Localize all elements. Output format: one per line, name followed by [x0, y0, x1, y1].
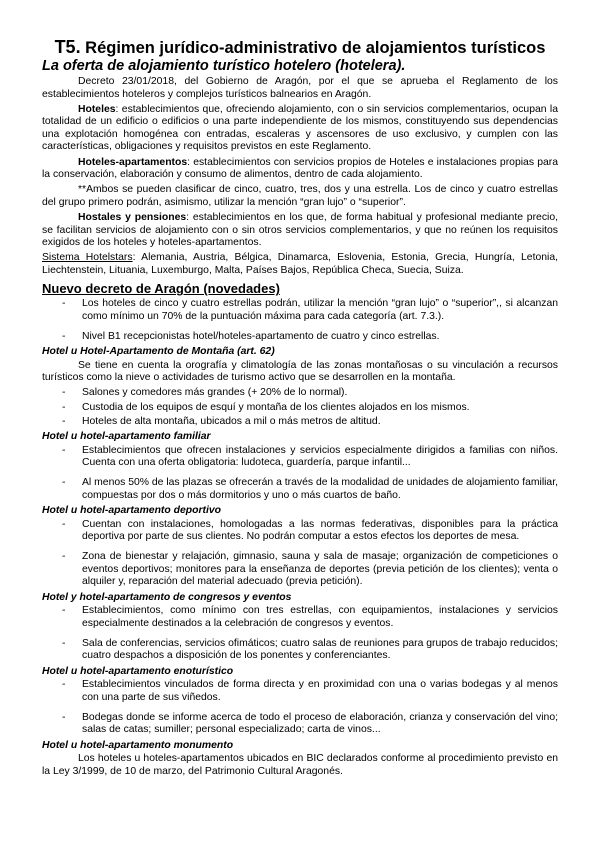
- list-item: - Custodia de los equipos de esquí y montaña de los clientes alojados en los mismos.: [62, 401, 470, 413]
- familiar-list: [42, 445, 558, 502]
- dash-bullet: -: [62, 415, 66, 427]
- dash-bullet: -: [62, 679, 66, 691]
- dash-bullet: -: [62, 605, 66, 617]
- title-code: T5.: [54, 37, 81, 57]
- montana-heading: Hotel u Hotel-Apartamento de Montaña (art. 62): [42, 346, 275, 358]
- enoturistico-list: [42, 679, 558, 736]
- list-item: - Establecimientos vinculados de forma directa y en proximidad con una o varias bodegas y al menos con una parte de sus viñedos.: [62, 679, 558, 703]
- hostales-definition: : establecimientos en los que, de forma habitual y profesional mediante precio, se facilitan servicios de alojamiento con o sin otros servicios complementarios, y que no reúnen los requisitos exigidos de los hoteles y hoteles-apartamentos.: [42, 211, 558, 249]
- dash-bullet: -: [62, 330, 66, 342]
- list-item: - Al menos 50% de las plazas se ofrecerán a través de la modalidad de unidades de alojamiento familiar, compuestas por dos o más dormitorios y uno o más cuartos de baño.: [62, 477, 558, 501]
- congresos-list: [42, 605, 558, 662]
- hoteles-paragraph: [42, 104, 558, 154]
- enoturistico-heading: Hotel u hotel-apartamento enoturístico: [42, 665, 234, 677]
- hoteles-apartamentos-term: Hoteles-apartamentos: [78, 156, 188, 168]
- list-item: - Establecimientos que ofrecen instalaciones y servicios especialmente dirigidos a familias con niños. Cuenta con una oferta obligatoria: ludoteca, guardería, parque infantil...: [62, 444, 558, 469]
- montana-paragraph: Se tiene en cuenta la orografía y climatología de las zonas montañosas o su vinculación a recursos turísticos como la nieve o actividades de turismo activo que se desarrollen en la montaña.: [42, 359, 558, 384]
- hotelstars-countries: : Alemania, Austria, Bélgica, Dinamarca, Eslovenia, Estonia, Grecia, Hungría, Letonia, Liechtenstein, Lituania, Luxemburgo, Malta, Países Bajos, República Checa, Suecia, Suiza.: [42, 252, 558, 276]
- dash-bullet: -: [62, 518, 66, 530]
- monumento-heading: Hotel u hotel-apartamento monumento: [42, 739, 234, 751]
- familiar-heading: Hotel u hotel-apartamento familiar: [42, 431, 211, 443]
- hotelstars-term: Sistema Hotelstars: [42, 252, 133, 264]
- page-subtitle: La oferta de alojamiento turístico hotelero (hotelera).: [42, 58, 406, 74]
- dash-bullet: -: [62, 711, 66, 723]
- hostales-paragraph: [42, 212, 558, 250]
- hoteles-apartamentos-definition: : establecimientos con servicios propios de Hoteles e instalaciones propias para la conservación, elaboración y consumo de alimentos, dentro de cada alojamiento.: [42, 156, 558, 181]
- list-item: - Hoteles de alta montaña, ubicados a mil o más metros de altitud.: [62, 415, 381, 427]
- page-title: [42, 38, 558, 58]
- dash-bullet: -: [62, 401, 66, 413]
- hoteles-apartamentos-paragraph: [42, 157, 558, 182]
- list-item: - Zona de bienestar y relajación, gimnasio, sauna y sala de masaje; organización de competiciones o eventos deportivos; monitores para la enseñanza de deportes (previa petición de los clientes); venta o alquiler y, reparación del material adecuado (previa petición).: [62, 551, 558, 588]
- list-item: - Bodegas donde se informe acerca de todo el proceso de elaboración, crianza y conservación del vino; salas de catas; sumiller; personal especializado; carta de vinos...: [62, 711, 558, 736]
- ambos-paragraph: **Ambos se pueden clasificar de cinco, cuatro, tres, dos y una estrella. Los de cinco y cuatro estrellas del grupo primero podrán, asimismo, utilizar la mención “gran lujo” o “superior”.: [42, 184, 558, 208]
- deportivo-list: [42, 519, 558, 589]
- hotelstars-paragraph: [42, 252, 558, 277]
- hoteles-definition: : establecimientos que, ofreciendo alojamiento, con o sin servicios complementarios, ocupan la totalidad de un edificio o edificios o una parte independiente de los mismos, constituyendo sus dependencias una explotación homogénea con entradas, escaleras y ascensores de uso exclusivo, y cumplen con las características, obligaciones y requisitos previstos en este Reglamento.: [42, 103, 558, 153]
- dash-bullet: -: [62, 387, 66, 399]
- list-item: - Salones y comedores más grandes (+ 20% de lo normal).: [62, 387, 348, 399]
- dash-bullet: -: [62, 551, 66, 562]
- dash-bullet: -: [62, 298, 66, 310]
- monumento-paragraph: Los hoteles u hoteles-apartamentos ubicados en BIC declarados conforme al procedimiento previsto en la Ley 3/1999, de 10 de marzo, del Patrimonio Cultural Aragonés.: [42, 753, 558, 777]
- list-item: - Nivel B1 recepcionistas hotel/hoteles-apartamento de cuatro y cinco estrellas.: [62, 330, 440, 342]
- dash-bullet: -: [62, 637, 66, 649]
- decreto-paragraph: Decreto 23/01/2018, del Gobierno de Aragón, por el que se aprueba el Reglamento de los establecimientos hoteleros y complejos turísticos balnearios en Aragón.: [42, 76, 558, 100]
- document-page: [42, 38, 558, 781]
- hoteles-term: Hoteles: [78, 103, 116, 115]
- dash-bullet: -: [62, 444, 66, 456]
- list-item: - Sala de conferencias, servicios ofimáticos; cuatro salas de reuniones para grupos de trabajo reducidos; cuatro despachos a disposición de los ponentes y conferenciantes.: [62, 637, 558, 662]
- section-title: Nuevo decreto de Aragón (novedades): [42, 281, 280, 297]
- list-item: - Establecimientos, como mínimo con tres estrellas, con equipamientos, instalaciones y servicios especialmente destinados a la celebración de congresos y eventos.: [62, 605, 558, 629]
- hostales-term: Hostales y pensiones: [78, 211, 187, 223]
- list-item: - Cuentan con instalaciones, homologadas a las normas federativas, disponibles para la práctica deportiva por parte de sus clientes. No podrán computar a estos efectos los deportes de mesa.: [62, 518, 558, 543]
- list-item: - Los hoteles de cinco y cuatro estrellas podrán, utilizar la mención “gran lujo” o “superior”,, si alcanzan como mínimo un 70% de la puntuación máxima para cada categoría (art. 7.3.).: [62, 298, 558, 322]
- deportivo-heading: Hotel u hotel-apartamento deportivo: [42, 505, 221, 517]
- montana-list: [42, 387, 558, 428]
- novedades-list: [42, 298, 558, 343]
- congresos-heading: Hotel y hotel-apartamento de congresos y eventos: [42, 591, 292, 603]
- title-text: Régimen jurídico-administrativo de alojamientos turísticos: [80, 39, 546, 57]
- dash-bullet: -: [62, 477, 66, 489]
